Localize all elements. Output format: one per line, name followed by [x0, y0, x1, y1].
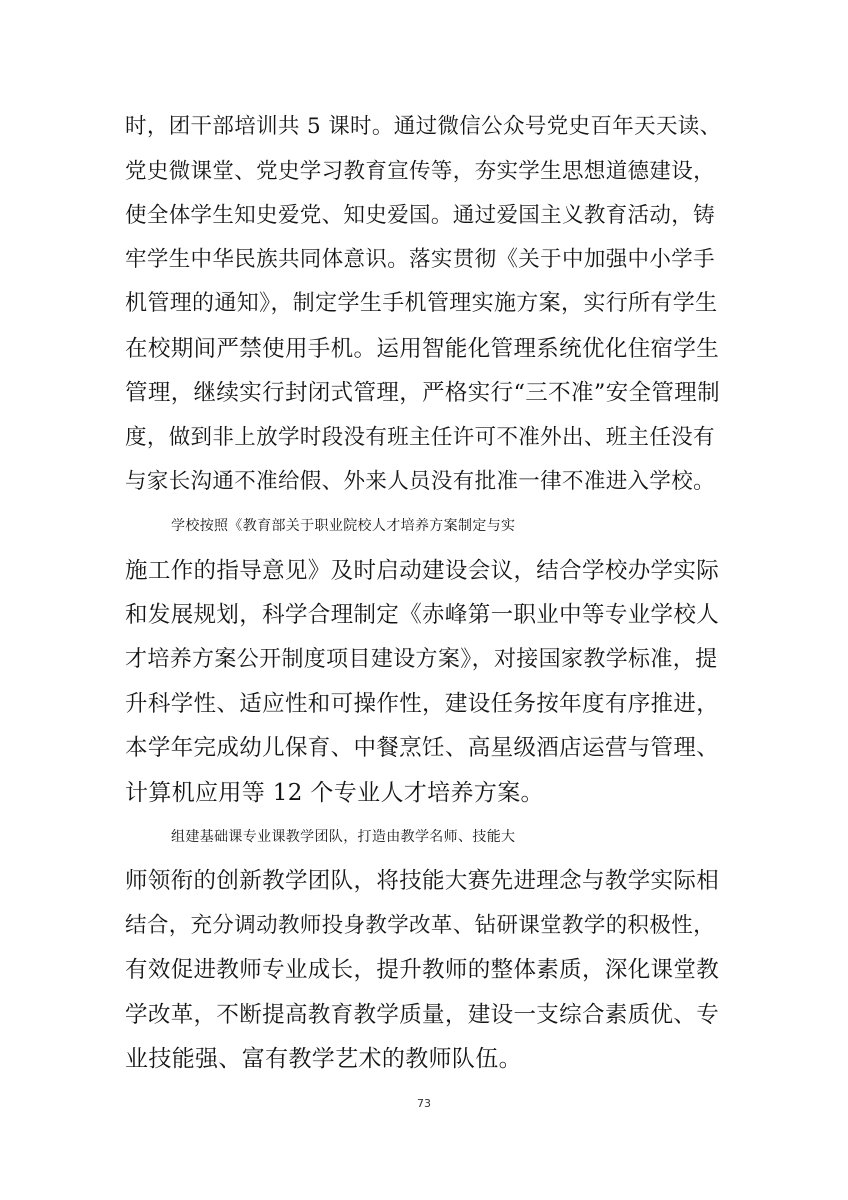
text-line: 计算机应用等 12 个专业人才培养方案。 [125, 780, 544, 806]
page-number: 73 [417, 1097, 431, 1110]
text-line: 学改革，不断提高教育教学质量，建设一支综合素质优、专 [125, 1002, 720, 1028]
text-line: 有效促进教师专业成长，提升教师的整体素质，深化课堂教 [125, 957, 720, 983]
text-line: 牢学生中华民族共同体意识。落实贯彻《关于中加强中小学手 [125, 247, 715, 272]
text-line: 管理，继续实行封闭式管理，严格实行“三不准”安全管理制 [125, 380, 720, 406]
text-line: 度，做到非上放学时段没有班主任许可不准外出、班主任没有 [125, 425, 715, 450]
text-line: 本学年完成幼儿保育、中餐烹饪、高星级酒店运营与管理、 [125, 735, 720, 761]
text-line: 组建基础课专业课教学团队，打造由教学名师、技能大 [171, 829, 516, 845]
text-line: 和发展规划，科学合理制定《赤峰第一职业中等专业学校人 [125, 602, 720, 628]
text-line: 才培养方案公开制度项目建设方案》，对接国家教学标准，提 [125, 647, 718, 672]
text-line: 结合，充分调动教师投身教学改革、钻研课堂教学的积极性， [125, 913, 715, 938]
text-line: 使全体学生知史爱党、知史爱国。通过爱国主义教育活动，铸 [125, 203, 715, 228]
text-line: 学校按照《教育部关于职业院校人才培养方案制定与实 [171, 518, 516, 534]
text-line: 与家长沟通不准给假、外来人员没有批准一律不准进入学校。 [125, 469, 715, 494]
text-line: 机管理的通知》，制定学生手机管理实施方案，实行所有学生 [125, 291, 718, 316]
text-line: 党史微课堂、党史学习教育宣传等，夯实学生思想道德建设， [125, 159, 715, 184]
text-line: 业技能强、富有教学艺术的教师队伍。 [125, 1046, 522, 1072]
text-line: 在校期间严禁使用手机。运用智能化管理系统优化住宿学生 [125, 336, 720, 362]
text-line: 升科学性、适应性和可操作性，建设任务按年度有序推进， [125, 691, 720, 717]
text-line: 时，团干部培训共 5 课时。通过微信公众号党史百年天天读、 [125, 114, 722, 139]
text-line: 师领衔的创新教学团队，将技能大赛先进理念与教学实际相 [125, 868, 720, 894]
text-line: 施工作的指导意见》及时启动建设会议，结合学校办学实际 [125, 558, 720, 584]
